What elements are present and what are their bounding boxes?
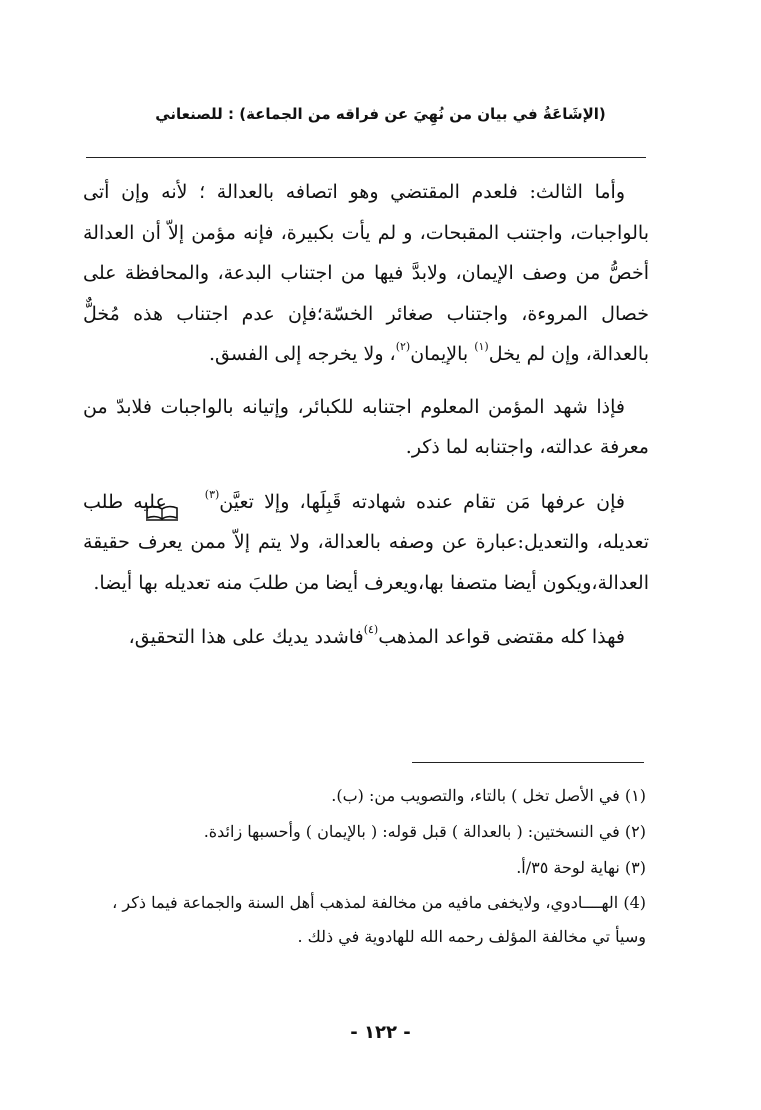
- page-number-text: - ١٢٢ -: [350, 1022, 411, 1043]
- footnote-ref-2[interactable]: (٢): [395, 340, 411, 353]
- open-book-icon: [169, 495, 203, 511]
- footnote-ref-3[interactable]: (٣): [204, 487, 220, 501]
- paragraph-3-text-b: عليه طلب تعديله، والتعديل:عبارة عن وصفه بالعدالة، ولا يتم إلاّ ممن يعرف حقيقة العدالة،ويكون أيضا متصفا بها،ويعرف أيضا من طلبَ منه تعديله بها أيضا.: [83, 490, 649, 594]
- footnote-4: (4) الهــــادوي، ولايخفى مافيه من مخالفة لمذهب أهل السنة والجماعة فيما ذكر ، وسيأ تي مخالفة المؤلف رحمه الله للهادوية في ذلك .: [112, 893, 646, 946]
- footnote-3: (٣) نهاية لوحة ٣٥/أ.: [516, 858, 646, 877]
- footnote-ref-1[interactable]: (١): [474, 340, 489, 353]
- paragraph-gap: [83, 468, 649, 482]
- header-title: (الإشَاعَةُ في بيان من نُهِيَ عن فراقه من الجماعة) : للصنعاني: [155, 105, 606, 123]
- paragraph-1-text-b: بالإيمان: [410, 343, 475, 365]
- paragraph-4: [83, 617, 649, 658]
- paragraph-1-text-a: وأما الثالث: فلعدم المقتضي وهو اتصافه بالعدالة ؛ لأنه وإن أتى بالواجبات، واجتنب المقبحات، و لم يأت بكبيرة، فإنه مؤمن إلاّ أن العدالة أخصُّ من وصف الإيمان، ولابدَّ فيها من اجتناب البدعة، والمحافظة على خصال المروءة، واجتناب صغائر الخسّة؛فإن عدم اجتناب هذه مُخلٌّ بالعدالة، وإن لم يخل: [83, 181, 649, 365]
- paragraph-3: [83, 482, 649, 604]
- main-text: [83, 172, 649, 658]
- paragraph-1: [83, 172, 649, 375]
- paragraph-2: [83, 387, 649, 468]
- footnotes: [80, 778, 646, 954]
- paragraph-3-text-a: فإن عرفها مَن تقام عنده شهادته قَبِلَها، وإلا تعيَّن: [219, 490, 626, 513]
- page-number: [0, 1022, 761, 1043]
- paragraph-gap: [83, 603, 649, 617]
- footnote-divider: [412, 762, 644, 763]
- header-divider: [86, 157, 646, 158]
- paragraph-gap: [83, 375, 649, 387]
- footnote-ref-4[interactable]: (٤): [363, 623, 379, 636]
- paragraph-4-text-b: فاشدد يديك على هذا التحقيق،: [128, 626, 364, 648]
- paragraph-4-text-a: فهذا كله مقتضى قواعد المذهب: [378, 626, 625, 648]
- running-header: [90, 102, 671, 126]
- paragraph-1-text-c: ، ولا يخرجه إلى الفسق.: [209, 343, 396, 365]
- footnote-1: (١) في الأصل تخل ) بالتاء، والتصويب من: (ب).: [331, 786, 646, 805]
- paragraph-2-text: فإذا شهد المؤمن المعلوم اجتنابه للكبائر، وإتيانه بالواجبات فلابدّ من معرفة عدالته، واجتنابه لما ذكر.: [83, 395, 649, 458]
- footnote-2: (٢) في النسختين: ( بالعدالة ) قبل قوله: ( بالإيمان ) وأحسبها زائدة.: [203, 822, 646, 841]
